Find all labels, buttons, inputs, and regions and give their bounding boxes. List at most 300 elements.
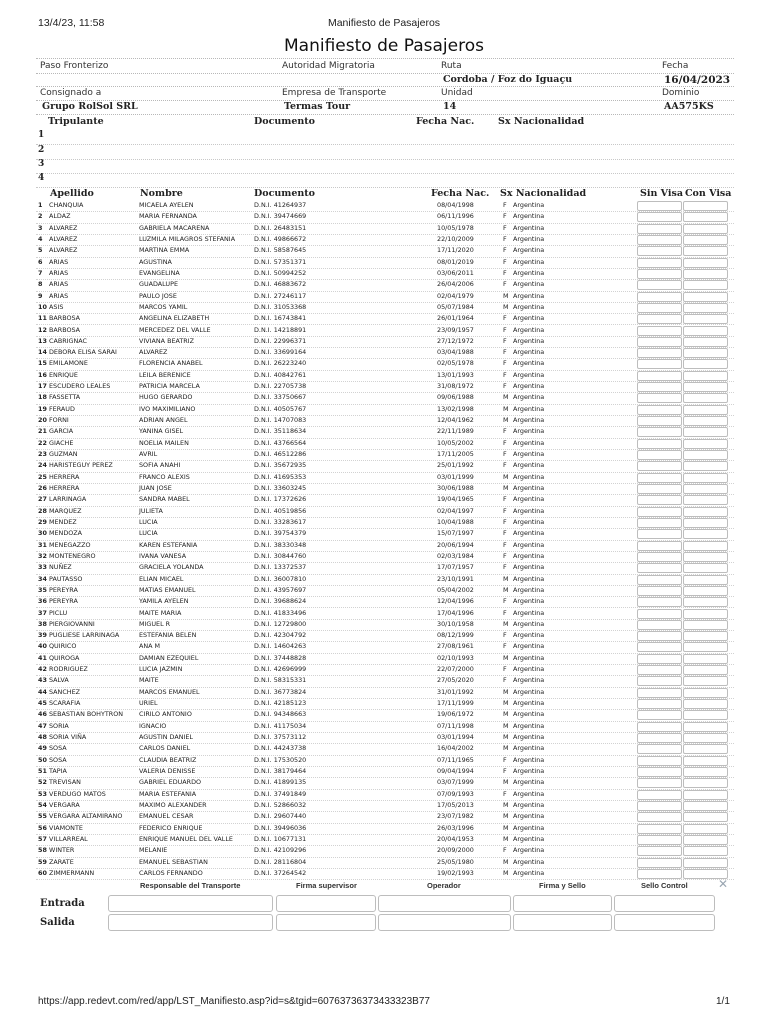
sin-visa-field[interactable] — [637, 699, 682, 709]
con-visa-field[interactable] — [683, 710, 728, 720]
passenger-nombre: PAULO JOSE — [139, 291, 177, 300]
passenger-documento: D.N.I. 40842761 — [254, 370, 307, 379]
passenger-number: 4 — [38, 234, 43, 243]
passenger-nacionalidad: Argentina — [513, 336, 545, 345]
passenger-documento: D.N.I. 10677131 — [254, 834, 307, 843]
sin-visa-field[interactable] — [637, 835, 682, 845]
con-visa-field[interactable] — [683, 507, 728, 517]
passenger-number: 48 — [38, 733, 47, 742]
con-visa-field[interactable] — [683, 552, 728, 562]
document-title: Manifiesto de Pasajeros — [284, 36, 484, 56]
close-icon[interactable]: ✕ — [718, 877, 729, 891]
passenger-nombre: ADRIAN ANGEL — [139, 416, 188, 425]
con-visa-field[interactable] — [683, 688, 728, 698]
con-visa-field[interactable] — [683, 461, 728, 471]
con-visa-field[interactable] — [683, 314, 728, 324]
con-visa-field[interactable] — [683, 201, 728, 211]
passenger-fecha-nac: 20/06/1994 — [437, 540, 474, 549]
passenger-number: 9 — [38, 291, 43, 300]
con-visa-field[interactable] — [683, 495, 728, 505]
passenger-apellido: GARCIA — [49, 427, 74, 436]
passenger-number: 56 — [38, 823, 47, 832]
con-visa-field[interactable] — [683, 484, 728, 494]
sin-visa-field[interactable] — [637, 393, 682, 403]
sin-visa-field[interactable] — [637, 654, 682, 664]
sin-visa-field[interactable] — [637, 609, 682, 619]
empresa-label: Empresa de Transporte — [282, 88, 387, 98]
sin-visa-field[interactable] — [637, 541, 682, 551]
passenger-nacionalidad: Argentina — [513, 744, 545, 753]
divider — [36, 100, 734, 102]
passenger-sexo: F — [503, 325, 507, 334]
passenger-sexo: M — [503, 619, 509, 628]
con-visa-field[interactable] — [683, 416, 728, 426]
passenger-nombre: LUZMILA MILAGROS STEFANIA — [139, 234, 236, 243]
sin-visa-field[interactable] — [637, 756, 682, 766]
sin-visa-field[interactable] — [637, 676, 682, 686]
passenger-nombre: FLORENCIA ANABEL — [139, 359, 203, 368]
passenger-documento: D.N.I. 26223240 — [254, 359, 307, 368]
sin-visa-field[interactable] — [637, 416, 682, 426]
sin-visa-field[interactable] — [637, 201, 682, 211]
sin-visa-field[interactable] — [637, 575, 682, 585]
con-visa-field[interactable] — [683, 518, 728, 528]
passenger-number: 33 — [38, 563, 47, 572]
passenger-sexo: F — [503, 461, 507, 470]
passenger-sexo: M — [503, 302, 509, 311]
sin-visa-field[interactable] — [637, 507, 682, 517]
con-visa-field[interactable] — [683, 756, 728, 766]
sin-visa-field[interactable] — [637, 246, 682, 256]
passenger-nacionalidad: Argentina — [513, 461, 545, 470]
passenger-number: 21 — [38, 427, 47, 436]
sin-visa-field[interactable] — [637, 563, 682, 573]
passenger-nombre: MIGUEL R — [139, 619, 171, 628]
responsable-transporte-label: Responsable del Transporte — [140, 881, 241, 890]
passenger-nombre: IVO MAXIMILIANO — [139, 404, 196, 413]
con-visa-field[interactable] — [683, 642, 728, 652]
passenger-sexo: F — [503, 608, 507, 617]
con-visa-field[interactable] — [683, 676, 728, 686]
passenger-sexo: F — [503, 540, 507, 549]
sin-visa-field[interactable] — [637, 767, 682, 777]
con-visa-field[interactable] — [683, 699, 728, 709]
sin-visa-field[interactable] — [637, 269, 682, 279]
sin-visa-field[interactable] — [637, 473, 682, 483]
passenger-number: 37 — [38, 608, 47, 617]
con-visa-field[interactable] — [683, 631, 728, 641]
con-visa-field[interactable] — [683, 835, 728, 845]
con-visa-field[interactable] — [683, 812, 728, 822]
passenger-nacionalidad: Argentina — [513, 540, 545, 549]
passenger-row — [36, 868, 734, 880]
crew-row-number: 2 — [38, 145, 45, 155]
sin-visa-field[interactable] — [637, 688, 682, 698]
con-visa-field[interactable] — [683, 654, 728, 664]
passenger-fecha-nac: 10/05/1978 — [437, 223, 474, 232]
passenger-fecha-nac: 13/01/1993 — [437, 370, 474, 379]
con-visa-field[interactable] — [683, 846, 728, 856]
sin-visa-field[interactable] — [637, 710, 682, 720]
con-visa-field[interactable] — [683, 359, 728, 369]
passenger-sexo: M — [503, 699, 509, 708]
sin-visa-field[interactable] — [637, 235, 682, 245]
passenger-nacionalidad: Argentina — [513, 733, 545, 742]
passenger-fecha-nac: 02/04/1997 — [437, 506, 474, 515]
sin-visa-field[interactable] — [637, 620, 682, 630]
entrada-supervisor-field[interactable] — [276, 895, 376, 912]
con-visa-field[interactable] — [683, 563, 728, 573]
passenger-apellido: GIACHE — [49, 438, 74, 447]
sin-visa-field[interactable] — [637, 224, 682, 234]
passenger-number: 58 — [38, 846, 47, 855]
passenger-apellido: ARIAS — [49, 291, 69, 300]
con-visa-field[interactable] — [683, 382, 728, 392]
passenger-apellido: DEBORA ELISA SARAI — [49, 348, 117, 357]
con-visa-field[interactable] — [683, 326, 728, 336]
passenger-nacionalidad: Argentina — [513, 597, 545, 606]
passenger-fecha-nac: 09/06/1988 — [437, 393, 474, 402]
passenger-documento: D.N.I. 33750667 — [254, 393, 307, 402]
passenger-documento: D.N.I. 40519856 — [254, 506, 307, 515]
sin-visa-field[interactable] — [637, 642, 682, 652]
sin-visa-field[interactable] — [637, 337, 682, 347]
passenger-nombre: CARLOS DANIEL — [139, 744, 191, 753]
con-visa-field[interactable] — [683, 224, 728, 234]
con-visa-field[interactable] — [683, 575, 728, 585]
con-visa-field[interactable] — [683, 439, 728, 449]
passenger-number: 59 — [38, 857, 47, 866]
passenger-documento: D.N.I. 17530520 — [254, 755, 307, 764]
entrada-firma-sello-field[interactable] — [513, 895, 612, 912]
entrada-operador-field[interactable] — [378, 895, 511, 912]
passenger-documento: D.N.I. 58587645 — [254, 246, 307, 255]
passenger-apellido: VERGARA — [49, 800, 80, 809]
passenger-sexo: M — [503, 710, 509, 719]
con-visa-field[interactable] — [683, 722, 728, 732]
con-visa-field[interactable] — [683, 529, 728, 539]
passenger-nombre: ANA M — [139, 642, 161, 651]
passenger-number: 47 — [38, 721, 47, 730]
passenger-nombre: MICAELA AYELEN — [139, 201, 194, 209]
con-visa-field[interactable] — [683, 427, 728, 437]
con-visa-field[interactable] — [683, 348, 728, 358]
passenger-documento: D.N.I. 17372626 — [254, 495, 307, 504]
passenger-apellido: GUZMAN — [49, 450, 78, 459]
con-visa-field[interactable] — [683, 665, 728, 675]
passenger-nacionalidad: Argentina — [513, 234, 545, 243]
sin-visa-field[interactable] — [637, 427, 682, 437]
con-visa-field[interactable] — [683, 733, 728, 743]
passenger-number: 14 — [38, 348, 47, 357]
passenger-number: 44 — [38, 687, 47, 696]
passenger-sexo: F — [503, 336, 507, 345]
con-visa-field[interactable] — [683, 597, 728, 607]
passenger-nombre: GUADALUPE — [139, 280, 178, 289]
sin-visa-field[interactable] — [637, 824, 682, 834]
con-visa-field[interactable] — [683, 303, 728, 313]
passenger-documento: D.N.I. 38330348 — [254, 540, 307, 549]
passenger-nombre: MATIAS EMANUEL — [139, 585, 196, 594]
consignado-label: Consignado a — [40, 88, 102, 98]
sin-visa-field[interactable] — [637, 450, 682, 460]
passenger-documento: D.N.I. 28116804 — [254, 857, 307, 866]
passenger-fecha-nac: 12/04/1962 — [437, 416, 474, 425]
passenger-apellido: ALVAREZ — [49, 246, 78, 255]
passenger-documento: D.N.I. 36773824 — [254, 687, 307, 696]
passenger-nacionalidad: Argentina — [513, 212, 545, 221]
passenger-documento: D.N.I. 33603245 — [254, 484, 307, 492]
passenger-number: 60 — [38, 868, 47, 877]
passenger-fecha-nac: 25/05/1980 — [437, 857, 474, 866]
con-visa-field[interactable] — [683, 473, 728, 483]
passenger-number: 35 — [38, 585, 47, 594]
sin-visa-field[interactable] — [637, 790, 682, 800]
passenger-fecha-nac: 02/10/1993 — [437, 653, 474, 662]
sin-visa-field[interactable] — [637, 744, 682, 754]
passenger-nacionalidad: Argentina — [513, 302, 545, 311]
passenger-documento: D.N.I. 43957697 — [254, 585, 307, 594]
salida-supervisor-field[interactable] — [276, 914, 376, 931]
passenger-nacionalidad: Argentina — [513, 529, 545, 538]
sin-visa-field[interactable] — [637, 292, 682, 302]
ruta-value: Cordoba / Foz do Iguaçu — [443, 74, 573, 85]
passenger-number: 28 — [38, 506, 47, 515]
passenger-number: 26 — [38, 484, 47, 492]
sin-visa-field[interactable] — [637, 631, 682, 641]
con-visa-field[interactable] — [683, 405, 728, 415]
con-visa-field[interactable] — [683, 450, 728, 460]
sin-visa-field[interactable] — [637, 665, 682, 675]
sin-visa-field[interactable] — [637, 597, 682, 607]
passenger-apellido: VIAMONTE — [49, 823, 83, 832]
passenger-sexo: F — [503, 223, 507, 232]
passenger-nombre: AGUSTIN DANIEL — [139, 733, 193, 742]
passenger-apellido: QUIROGA — [49, 653, 80, 662]
passenger-nombre: VALERIA DENISSE — [139, 767, 196, 775]
header-apellido: Apellido — [50, 188, 94, 199]
passenger-sexo: M — [503, 291, 509, 300]
header-fecha-nac: Fecha Nac. — [431, 188, 490, 199]
passenger-documento: D.N.I. 41175034 — [254, 721, 307, 730]
sin-visa-field[interactable] — [637, 439, 682, 449]
passenger-fecha-nac: 26/03/1996 — [437, 823, 474, 832]
passenger-number: 41 — [38, 653, 47, 662]
con-visa-field[interactable] — [683, 620, 728, 630]
con-visa-field[interactable] — [683, 541, 728, 551]
passenger-documento: D.N.I. 52866032 — [254, 800, 307, 809]
passenger-nacionalidad: Argentina — [513, 699, 545, 708]
passenger-apellido: LARRINAGA — [49, 495, 87, 504]
passenger-documento: D.N.I. 22996371 — [254, 336, 307, 345]
passenger-fecha-nac: 02/04/1979 — [437, 291, 474, 300]
sin-visa-field[interactable] — [637, 326, 682, 336]
passenger-apellido: FORNI — [49, 416, 69, 425]
con-visa-field[interactable] — [683, 767, 728, 777]
salida-responsable-field[interactable] — [108, 914, 273, 931]
passenger-nombre: IGNACIO — [139, 721, 167, 730]
passenger-number: 18 — [38, 393, 47, 402]
sin-visa-field[interactable] — [637, 314, 682, 324]
con-visa-field[interactable] — [683, 292, 728, 302]
passenger-sexo: M — [503, 868, 509, 877]
passenger-fecha-nac: 27/12/1972 — [437, 336, 474, 345]
passenger-sexo: F — [503, 450, 507, 459]
passenger-nacionalidad: Argentina — [513, 789, 545, 798]
sin-visa-field[interactable] — [637, 812, 682, 822]
passenger-number: 1 — [38, 201, 43, 209]
passenger-nacionalidad: Argentina — [513, 257, 545, 266]
passenger-fecha-nac: 08/01/2019 — [437, 257, 474, 266]
sin-visa-field[interactable] — [637, 348, 682, 358]
sin-visa-field[interactable] — [637, 280, 682, 290]
passenger-fecha-nac: 23/10/1991 — [437, 574, 474, 583]
passenger-apellido: FERAUD — [49, 404, 75, 413]
con-visa-field[interactable] — [683, 609, 728, 619]
salida-sello-control-field[interactable] — [614, 914, 715, 931]
sin-visa-field[interactable] — [637, 382, 682, 392]
con-visa-field[interactable] — [683, 212, 728, 222]
passenger-nacionalidad: Argentina — [513, 438, 545, 447]
passenger-apellido: SORIA — [49, 721, 69, 730]
con-visa-field[interactable] — [683, 778, 728, 788]
passenger-apellido: BARBOSA — [49, 325, 81, 334]
passenger-fecha-nac: 30/06/1988 — [437, 484, 474, 492]
sin-visa-field[interactable] — [637, 484, 682, 494]
con-visa-field[interactable] — [683, 235, 728, 245]
passenger-fecha-nac: 20/09/2000 — [437, 846, 474, 855]
sin-visa-field[interactable] — [637, 801, 682, 811]
passenger-fecha-nac: 22/11/1989 — [437, 427, 474, 436]
sin-visa-field[interactable] — [637, 778, 682, 788]
sin-visa-field[interactable] — [637, 405, 682, 415]
passenger-number: 50 — [38, 755, 47, 764]
fecha-value: 16/04/2023 — [664, 74, 731, 86]
con-visa-field[interactable] — [683, 337, 728, 347]
salida-operador-field[interactable] — [378, 914, 511, 931]
passenger-nacionalidad: Argentina — [513, 268, 545, 277]
con-visa-field[interactable] — [683, 280, 728, 290]
passenger-documento: D.N.I. 40505767 — [254, 404, 307, 413]
passenger-apellido: FASSETTA — [49, 393, 81, 402]
passenger-documento: D.N.I. 39754379 — [254, 529, 307, 538]
passenger-apellido: MARQUEZ — [49, 506, 82, 515]
sin-visa-field[interactable] — [637, 846, 682, 856]
passenger-fecha-nac: 25/01/1992 — [437, 461, 474, 470]
con-visa-field[interactable] — [683, 258, 728, 268]
passenger-fecha-nac: 07/09/1993 — [437, 789, 474, 798]
passenger-nacionalidad: Argentina — [513, 653, 545, 662]
con-visa-field[interactable] — [683, 371, 728, 381]
passenger-nacionalidad: Argentina — [513, 676, 545, 685]
passenger-number: 31 — [38, 540, 47, 549]
passenger-documento: D.N.I. 58315331 — [254, 676, 307, 685]
crew-header-documento: Documento — [254, 116, 315, 127]
passenger-fecha-nac: 05/04/2002 — [437, 585, 474, 594]
con-visa-field[interactable] — [683, 790, 728, 800]
con-visa-field[interactable] — [683, 393, 728, 403]
passenger-apellido: PUGLIESE LARRINAGA — [49, 631, 120, 640]
sin-visa-field[interactable] — [637, 495, 682, 505]
passenger-documento: D.N.I. 29607440 — [254, 812, 307, 821]
crew-row — [36, 172, 734, 188]
salida-firma-sello-field[interactable] — [513, 914, 612, 931]
passenger-number: 55 — [38, 812, 47, 821]
sin-visa-field[interactable] — [637, 461, 682, 471]
sin-visa-field[interactable] — [637, 869, 682, 879]
passenger-apellido: ARIAS — [49, 257, 69, 266]
passenger-sexo: F — [503, 846, 507, 855]
sin-visa-field[interactable] — [637, 586, 682, 596]
passenger-documento: D.N.I. 42696999 — [254, 665, 307, 674]
passenger-fecha-nac: 17/05/2013 — [437, 800, 474, 809]
passenger-apellido: ARIAS — [49, 280, 69, 289]
passenger-nacionalidad: Argentina — [513, 846, 545, 855]
passenger-sexo: M — [503, 733, 509, 742]
passenger-number: 43 — [38, 676, 47, 685]
sin-visa-field[interactable] — [637, 529, 682, 539]
passenger-sexo: F — [503, 348, 507, 357]
passenger-number: 7 — [38, 268, 43, 277]
entrada-label: Entrada — [40, 898, 85, 909]
con-visa-field[interactable] — [683, 744, 728, 754]
con-visa-field[interactable] — [683, 801, 728, 811]
con-visa-field[interactable] — [683, 269, 728, 279]
sin-visa-field[interactable] — [637, 858, 682, 868]
passenger-number: 10 — [38, 302, 47, 311]
passenger-apellido: ENRIQUE — [49, 370, 78, 379]
passenger-nacionalidad: Argentina — [513, 325, 545, 334]
divider — [36, 73, 734, 75]
passenger-sexo: M — [503, 834, 509, 843]
passenger-nombre: JULIETA — [139, 506, 163, 515]
passenger-fecha-nac: 07/11/1965 — [437, 755, 474, 764]
passenger-sexo: F — [503, 280, 507, 289]
sin-visa-field[interactable] — [637, 212, 682, 222]
passenger-sexo: F — [503, 359, 507, 368]
sin-visa-field[interactable] — [637, 258, 682, 268]
passenger-number: 8 — [38, 280, 43, 289]
passenger-nombre: MAXIMO ALEXANDER — [139, 800, 207, 809]
passenger-number: 19 — [38, 404, 47, 413]
header-con-visa: Con Visa — [685, 188, 732, 199]
sin-visa-field[interactable] — [637, 552, 682, 562]
sin-visa-field[interactable] — [637, 518, 682, 528]
passenger-number: 57 — [38, 834, 47, 843]
sin-visa-field[interactable] — [637, 359, 682, 369]
passenger-apellido: QUIRICO — [49, 642, 77, 651]
passenger-number: 51 — [38, 767, 47, 775]
passenger-number: 34 — [38, 574, 47, 583]
con-visa-field[interactable] — [683, 586, 728, 596]
passenger-number: 36 — [38, 597, 47, 606]
sin-visa-field[interactable] — [637, 733, 682, 743]
passenger-fecha-nac: 26/04/2006 — [437, 280, 474, 289]
sin-visa-field[interactable] — [637, 303, 682, 313]
passenger-apellido: ALVAREZ — [49, 234, 78, 243]
passenger-documento: D.N.I. 39496036 — [254, 823, 307, 832]
sin-visa-field[interactable] — [637, 722, 682, 732]
passenger-number: 15 — [38, 359, 47, 368]
sin-visa-field[interactable] — [637, 371, 682, 381]
entrada-sello-control-field[interactable] — [614, 895, 715, 912]
passenger-documento: D.N.I. 13372537 — [254, 563, 307, 572]
entrada-responsable-field[interactable] — [108, 895, 273, 912]
con-visa-field[interactable] — [683, 824, 728, 834]
passenger-documento: D.N.I. 37448828 — [254, 653, 307, 662]
con-visa-field[interactable] — [683, 858, 728, 868]
con-visa-field[interactable] — [683, 246, 728, 256]
